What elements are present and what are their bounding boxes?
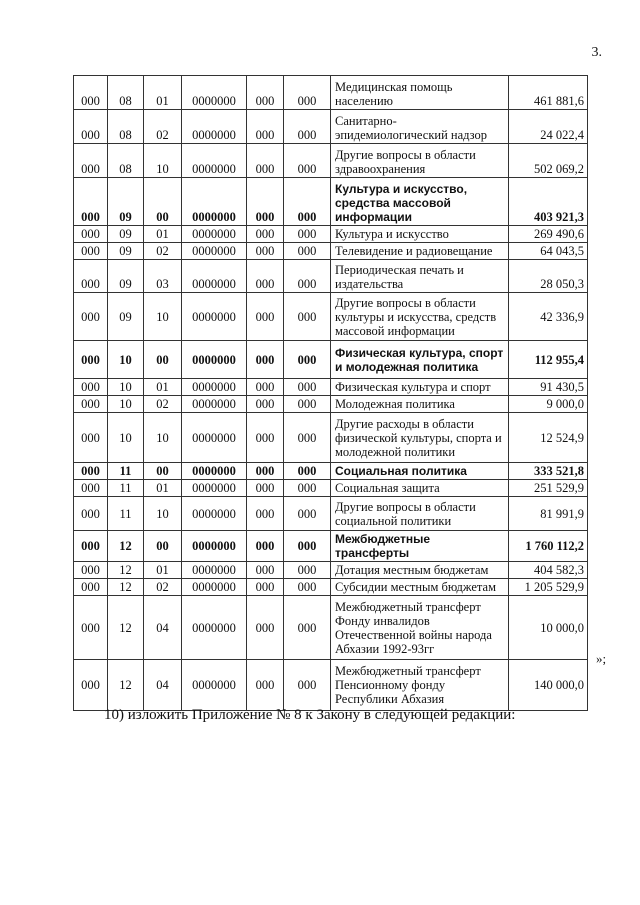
ministry-code-cell: 000 [74,178,108,226]
subsection-code-cell: 10 [144,497,182,531]
expense-type-cell: 000 [247,293,284,341]
expense-type-cell: 000 [247,341,284,379]
expense-type-cell: 000 [247,243,284,260]
expense-type-cell: 000 [247,480,284,497]
amount-cell: 1 760 112,2 [509,531,588,562]
amount-cell: 140 000,0 [509,660,588,711]
target-code-cell: 0000000 [182,379,247,396]
description-cell: Периодическая печать и издательства [331,260,509,293]
target-code-cell: 0000000 [182,396,247,413]
kosgu-code-cell: 000 [284,76,331,110]
amount-cell: 269 490,6 [509,226,588,243]
expense-type-cell: 000 [247,413,284,463]
table-row [74,341,588,379]
ministry-code-cell: 000 [74,463,108,480]
table-row [74,531,588,562]
target-code-cell: 0000000 [182,579,247,596]
target-code-cell: 0000000 [182,497,247,531]
description-cell: Медицинская помощь населению [331,76,509,110]
amount-cell: 24 022,4 [509,110,588,144]
subsection-code-cell: 10 [144,293,182,341]
description-cell: Культура и искусство, средства массовой информации [331,178,509,226]
subsection-code-cell: 02 [144,243,182,260]
description-cell: Телевидение и радиовещание [331,243,509,260]
subsection-code-cell: 02 [144,579,182,596]
section-code-cell: 12 [108,562,144,579]
description-cell: Субсидии местным бюджетам [331,579,509,596]
section-code-cell: 10 [108,379,144,396]
subsection-code-cell: 00 [144,341,182,379]
subsection-code-cell: 02 [144,396,182,413]
description-cell: Дотация местным бюджетам [331,562,509,579]
ministry-code-cell: 000 [74,379,108,396]
section-code-cell: 11 [108,463,144,480]
kosgu-code-cell: 000 [284,260,331,293]
target-code-cell: 0000000 [182,596,247,660]
subsection-code-cell: 01 [144,76,182,110]
description-cell: Культура и искусство [331,226,509,243]
subsection-code-cell: 00 [144,178,182,226]
target-code-cell: 0000000 [182,480,247,497]
amount-cell: 81 991,9 [509,497,588,531]
section-code-cell: 10 [108,341,144,379]
table-row [74,480,588,497]
description-cell: Физическая культура и спорт [331,379,509,396]
expense-type-cell: 000 [247,379,284,396]
amount-cell: 502 069,2 [509,144,588,178]
table-row [74,226,588,243]
target-code-cell: 0000000 [182,341,247,379]
kosgu-code-cell: 000 [284,379,331,396]
ministry-code-cell: 000 [74,293,108,341]
kosgu-code-cell: 000 [284,110,331,144]
subsection-code-cell: 04 [144,596,182,660]
amount-cell: 9 000,0 [509,396,588,413]
amount-cell: 64 043,5 [509,243,588,260]
ministry-code-cell: 000 [74,260,108,293]
section-code-cell: 08 [108,76,144,110]
subsection-code-cell: 01 [144,562,182,579]
amount-cell: 251 529,9 [509,480,588,497]
section-code-cell: 11 [108,497,144,531]
section-code-cell: 11 [108,480,144,497]
table-row [74,660,588,711]
target-code-cell: 0000000 [182,413,247,463]
description-cell: Молодежная политика [331,396,509,413]
table-row [74,260,588,293]
target-code-cell: 0000000 [182,144,247,178]
expense-type-cell: 000 [247,463,284,480]
amount-cell: 10 000,0 [509,596,588,660]
expense-type-cell: 000 [247,260,284,293]
amount-cell: 461 881,6 [509,76,588,110]
amendment-paragraph: 10) изложить Приложение № 8 к Закону в следующей редакции: [104,707,516,723]
kosgu-code-cell: 000 [284,413,331,463]
kosgu-code-cell: 000 [284,178,331,226]
target-code-cell: 0000000 [182,110,247,144]
section-code-cell: 09 [108,243,144,260]
table-row [74,579,588,596]
kosgu-code-cell: 000 [284,396,331,413]
section-code-cell: 09 [108,178,144,226]
amount-cell: 42 336,9 [509,293,588,341]
ministry-code-cell: 000 [74,341,108,379]
target-code-cell: 0000000 [182,178,247,226]
target-code-cell: 0000000 [182,463,247,480]
kosgu-code-cell: 000 [284,243,331,260]
expense-type-cell: 000 [247,76,284,110]
amount-cell: 91 430,5 [509,379,588,396]
target-code-cell: 0000000 [182,531,247,562]
kosgu-code-cell: 000 [284,531,331,562]
expense-type-cell: 000 [247,596,284,660]
target-code-cell: 0000000 [182,293,247,341]
table-row [74,463,588,480]
description-cell: Санитарно-эпидемиологический надзор [331,110,509,144]
kosgu-code-cell: 000 [284,480,331,497]
target-code-cell: 0000000 [182,660,247,711]
closing-quote-mark: »; [596,651,607,666]
section-code-cell: 12 [108,579,144,596]
subsection-code-cell: 10 [144,413,182,463]
section-code-cell: 10 [108,396,144,413]
budget-table [73,75,588,711]
ministry-code-cell: 000 [74,596,108,660]
kosgu-code-cell: 000 [284,579,331,596]
kosgu-code-cell: 000 [284,660,331,711]
section-code-cell: 09 [108,226,144,243]
description-cell: Другие вопросы в области социальной политики [331,497,509,531]
table-row [74,144,588,178]
subsection-code-cell: 00 [144,531,182,562]
target-code-cell: 0000000 [182,76,247,110]
description-cell: Другие вопросы в области культуры и искусства, средств массовой информации [331,293,509,341]
table-row [74,396,588,413]
section-code-cell: 12 [108,660,144,711]
page-number: 3. [591,45,602,60]
section-code-cell: 09 [108,293,144,341]
section-code-cell: 10 [108,413,144,463]
kosgu-code-cell: 000 [284,144,331,178]
expense-type-cell: 000 [247,144,284,178]
expense-type-cell: 000 [247,497,284,531]
table-row [74,293,588,341]
amount-cell: 333 521,8 [509,463,588,480]
expense-type-cell: 000 [247,178,284,226]
amount-cell: 1 205 529,9 [509,579,588,596]
section-code-cell: 12 [108,596,144,660]
table-row [74,76,588,110]
kosgu-code-cell: 000 [284,562,331,579]
kosgu-code-cell: 000 [284,596,331,660]
subsection-code-cell: 02 [144,110,182,144]
description-cell: Другие расходы в области физической культуры, спорта и молодежной политики [331,413,509,463]
amount-cell: 403 921,3 [509,178,588,226]
table-row [74,379,588,396]
amount-cell: 12 524,9 [509,413,588,463]
subsection-code-cell: 04 [144,660,182,711]
table-row [74,413,588,463]
kosgu-code-cell: 000 [284,226,331,243]
expense-type-cell: 000 [247,562,284,579]
kosgu-code-cell: 000 [284,341,331,379]
ministry-code-cell: 000 [74,562,108,579]
ministry-code-cell: 000 [74,480,108,497]
ministry-code-cell: 000 [74,226,108,243]
description-cell: Физическая культура, спорт и молодежная политика [331,341,509,379]
table-row [74,562,588,579]
subsection-code-cell: 00 [144,463,182,480]
description-cell: Межбюджетные трансферты [331,531,509,562]
target-code-cell: 0000000 [182,243,247,260]
subsection-code-cell: 01 [144,226,182,243]
table-row [74,110,588,144]
ministry-code-cell: 000 [74,144,108,178]
table-row [74,596,588,660]
amount-cell: 28 050,3 [509,260,588,293]
ministry-code-cell: 000 [74,110,108,144]
kosgu-code-cell: 000 [284,293,331,341]
expense-type-cell: 000 [247,110,284,144]
subsection-code-cell: 03 [144,260,182,293]
expense-type-cell: 000 [247,226,284,243]
subsection-code-cell: 01 [144,480,182,497]
expense-type-cell: 000 [247,531,284,562]
kosgu-code-cell: 000 [284,497,331,531]
expense-type-cell: 000 [247,579,284,596]
amount-cell: 112 955,4 [509,341,588,379]
expense-type-cell: 000 [247,396,284,413]
subsection-code-cell: 01 [144,379,182,396]
section-code-cell: 08 [108,110,144,144]
kosgu-code-cell: 000 [284,463,331,480]
description-cell: Социальная политика [331,463,509,480]
ministry-code-cell: 000 [74,660,108,711]
target-code-cell: 0000000 [182,260,247,293]
section-code-cell: 12 [108,531,144,562]
target-code-cell: 0000000 [182,226,247,243]
description-cell: Социальная защита [331,480,509,497]
ministry-code-cell: 000 [74,396,108,413]
ministry-code-cell: 000 [74,579,108,596]
target-code-cell: 0000000 [182,562,247,579]
ministry-code-cell: 000 [74,531,108,562]
subsection-code-cell: 10 [144,144,182,178]
section-code-cell: 09 [108,260,144,293]
ministry-code-cell: 000 [74,413,108,463]
ministry-code-cell: 000 [74,76,108,110]
ministry-code-cell: 000 [74,243,108,260]
description-cell: Межбюджетный трансферт Пенсионному фонду Республики Абхазия [331,660,509,711]
section-code-cell: 08 [108,144,144,178]
table-row [74,497,588,531]
ministry-code-cell: 000 [74,497,108,531]
description-cell: Другие вопросы в области здравоохранения [331,144,509,178]
description-cell: Межбюджетный трансферт Фонду инвалидов Отечественной войны народа Абхазии 1992-93гг [331,596,509,660]
expense-type-cell: 000 [247,660,284,711]
table-row [74,243,588,260]
table-row [74,178,588,226]
amount-cell: 404 582,3 [509,562,588,579]
